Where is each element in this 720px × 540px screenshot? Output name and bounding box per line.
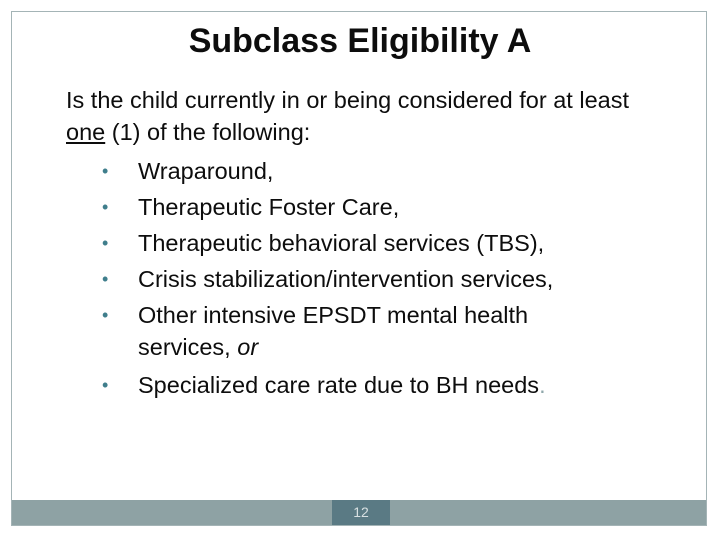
list-item [100,369,660,401]
page-number: 12 [353,504,369,520]
list-item-text: Specialized care rate due to BH needs [138,372,540,398]
list-item [100,263,660,295]
slide-title: Subclass Eligibility A [188,22,532,60]
list-item-italic-text: or [237,334,259,360]
bullet-list [100,155,660,407]
bullet-icon: • [102,161,109,181]
list-item [100,155,660,187]
intro-text [66,84,666,148]
intro-text-part1: Is the child currently in or being considered for at least [66,87,629,113]
list-item-text: Crisis stabilization/intervention services, [138,266,554,292]
list-item [100,299,578,363]
list-item [100,191,660,223]
bullet-icon: • [102,233,109,253]
bullet-icon: • [102,375,109,395]
bullet-icon: • [102,305,109,325]
list-item-text: Other intensive EPSDT mental health services, [138,302,529,360]
list-item-text: Therapeutic behavioral services (TBS), [138,230,545,256]
bullet-icon: • [102,197,109,217]
list-item-text: Wraparound, [138,158,274,184]
intro-text-part2: (1) of the following: [105,119,311,145]
intro-underlined-word: one [66,119,106,145]
bullet-icon: • [102,269,109,289]
list-item [100,227,660,259]
list-item-period: . [539,372,546,398]
list-item-text: Therapeutic Foster Care, [138,194,400,220]
